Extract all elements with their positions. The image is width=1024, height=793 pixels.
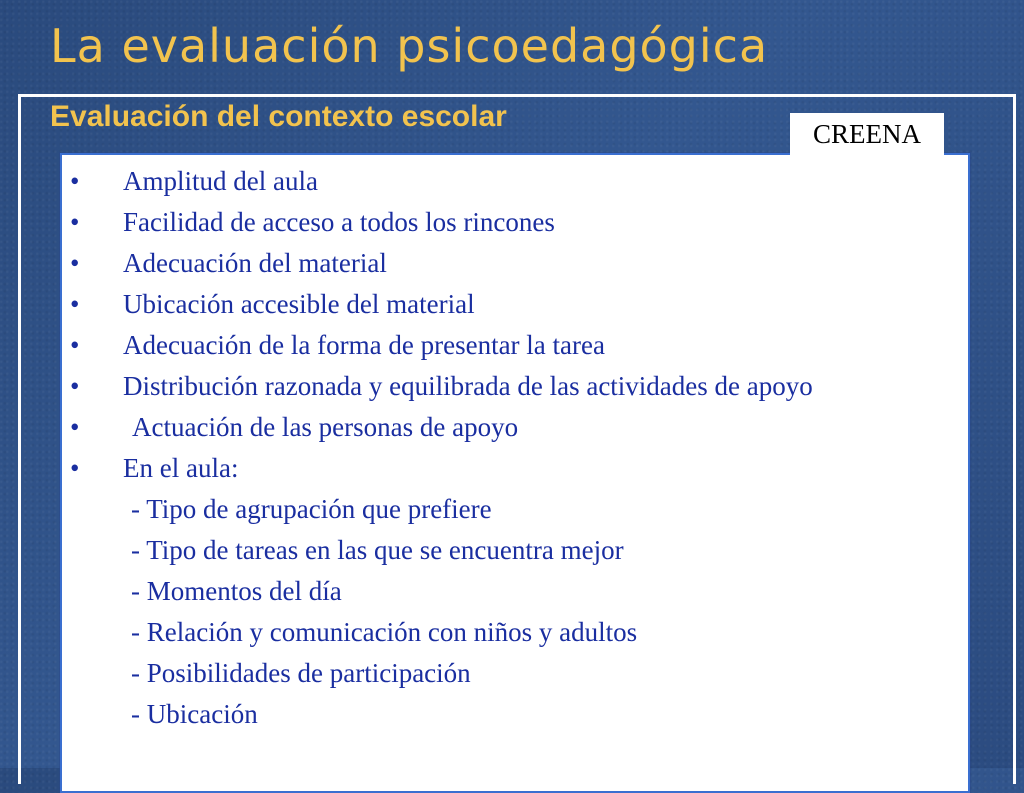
bullet-text: En el aula: (123, 453, 239, 483)
bullet-marker: • (70, 166, 80, 196)
bullet-item (62, 325, 968, 366)
bullet-text: Distribución razonada y equilibrada de las actividades de apoyo (123, 371, 813, 401)
bullet-item (62, 161, 968, 202)
bullet-text: Ubicación accesible del material (123, 289, 475, 319)
bullet-text: Actuación de las personas de apoyo (132, 412, 519, 442)
bullet-marker: • (70, 289, 80, 319)
slide-subtitle: Evaluación del contexto escolar (50, 100, 507, 133)
sub-list-item: - Ubicación (131, 699, 258, 729)
bullet-marker: • (70, 453, 80, 483)
bullet-item (62, 407, 968, 448)
bullet-marker: • (70, 330, 80, 360)
bullet-item (62, 202, 968, 243)
bullet-marker: • (70, 412, 80, 442)
bullet-item (62, 366, 968, 407)
sub-list-item: - Posibilidades de participación (131, 658, 471, 688)
content-box (60, 153, 970, 793)
bullet-text: Facilidad de acceso a todos los rincones (123, 207, 555, 237)
bullet-item (62, 243, 968, 284)
slide-title: La evaluación psicoedagógica (50, 19, 769, 73)
sub-list-item: - Tipo de tareas en las que se encuentra mejor (131, 535, 624, 565)
bullet-item (62, 448, 968, 489)
sub-list-item: - Tipo de agrupación que prefiere (131, 494, 492, 524)
bullet-text: Adecuación de la forma de presentar la tarea (123, 330, 605, 360)
creena-badge: CREENA (790, 113, 944, 155)
sub-list-item: - Relación y comunicación con niños y adultos (131, 617, 638, 647)
bullet-text: Amplitud del aula (123, 166, 318, 196)
bullet-marker: • (70, 371, 80, 401)
sub-list-item: - Momentos del día (131, 576, 342, 606)
bullet-list (62, 161, 968, 735)
bullet-text: Adecuación del material (123, 248, 387, 278)
bullet-marker: • (70, 207, 80, 237)
bullet-item (62, 284, 968, 325)
bullet-marker: • (70, 248, 80, 278)
